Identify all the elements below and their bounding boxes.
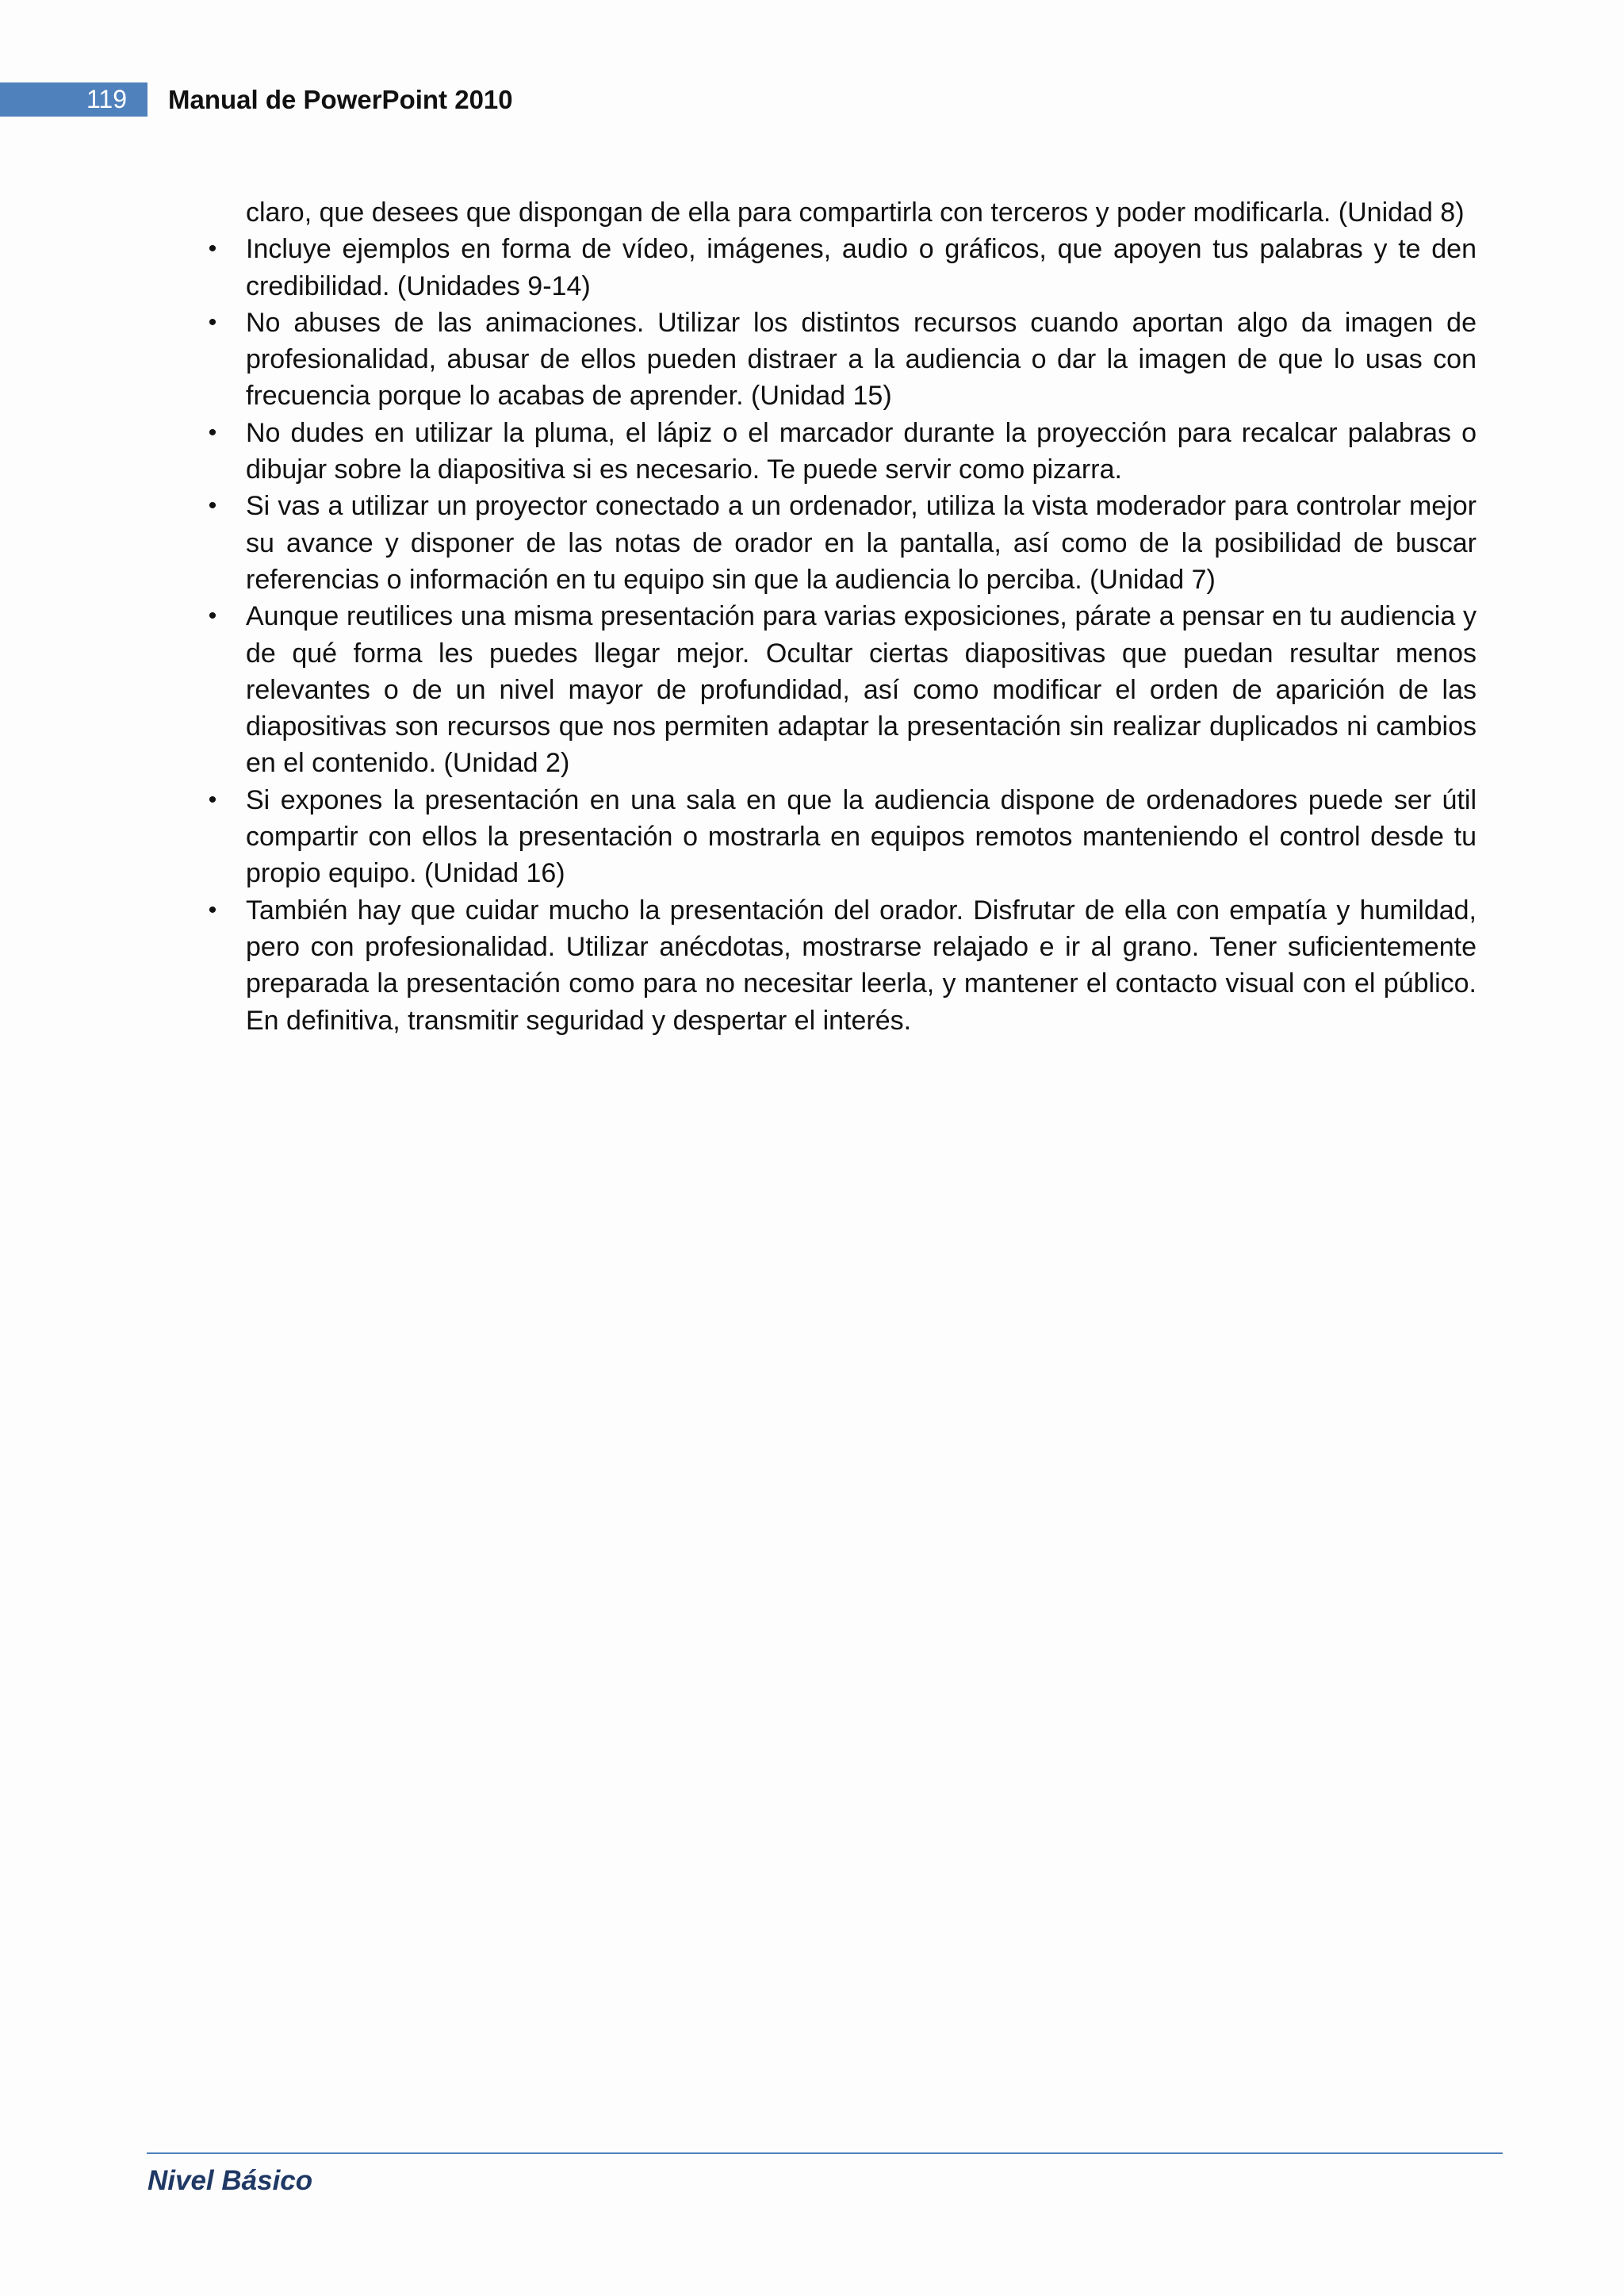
bullet-icon: • <box>208 309 217 335</box>
bullet-icon: • <box>208 493 217 519</box>
list-item <box>208 488 1477 598</box>
list-item-text: Incluye ejemplos en forma de vídeo, imágenes, audio o gráficos, que apoyen tus palabras y te den credibilidad. (Unidades 9-14) <box>246 234 1477 301</box>
bullet-icon: • <box>208 236 217 263</box>
tips-list <box>208 231 1477 1039</box>
bullet-icon: • <box>208 603 217 630</box>
bullet-icon: • <box>208 896 217 923</box>
bullet-icon: • <box>208 419 217 446</box>
list-item <box>208 231 1477 305</box>
list-item-text: No abuses de las animaciones. Utilizar los distintos recursos cuando aportan algo da imagen de profesionalidad, abusar de ellos pueden distraer a la audiencia o dar la imagen de que lo usas con frecuencia porque lo acabas de aprender. (Unidad 15) <box>246 307 1477 412</box>
list-item-text: No dudes en utilizar la pluma, el lápiz o el marcador durante la proyección para recalcar palabras o dibujar sobre la diapositiva si es necesario. Te puede servir como pizarra. <box>246 417 1477 485</box>
footer-divider <box>147 2152 1503 2154</box>
list-item <box>208 415 1477 489</box>
list-item <box>208 782 1477 892</box>
bullet-icon: • <box>208 786 217 813</box>
list-item-text: Si vas a utilizar un proyector conectado a un ordenador, utiliza la vista moderador para controlar mejor su avance y disponer de las notas de orador en la pantalla, así como de la posibilidad de buscar referencias o información en tu equipo sin que la audiencia lo perciba. (Unidad 7) <box>246 491 1477 595</box>
list-item-text: Si expones la presentación en una sala en que la audiencia dispone de ordenadores puede ser útil compartir con ellos la presentación o mostrarla en equipos remotos manteniendo el control desde tu propio equipo. (Unidad 16) <box>246 784 1477 889</box>
page-number: 119 <box>0 82 147 117</box>
continuation-paragraph: claro, que desees que dispongan de ella para compartirla con terceros y poder modificarla. (Unidad 8) <box>246 197 1465 228</box>
list-item-text: También hay que cuidar mucho la presentación del orador. Disfrutar de ella con empatía y humildad, pero con profesionalidad. Utilizar anécdotas, mostrarse relajado e ir al grano. Tener suficientemente preparada la presentación como para no necesitar leerla, y mantener el contacto visual con el público. En definitiva, transmitir seguridad y despertar el interés. <box>246 895 1477 1036</box>
list-item-text: Aunque reutilices una misma presentación para varias exposiciones, párate a pensar en tu audiencia y de qué forma les puedes llegar mejor. Ocultar ciertas diapositivas que puedan resultar menos relevantes o de un nivel mayor de profundidad, así como modificar el orden de aparición de las diapositivas son recursos que nos permiten adaptar la presentación sin realizar duplicados ni cambios en el contenido. (Unidad 2) <box>246 601 1477 779</box>
document-title: Manual de PowerPoint 2010 <box>168 85 513 114</box>
list-item <box>208 892 1477 1039</box>
list-item <box>208 598 1477 781</box>
list-item <box>208 305 1477 415</box>
footer-level-label: Nivel Básico <box>147 2165 313 2196</box>
page-body <box>208 194 1477 1039</box>
